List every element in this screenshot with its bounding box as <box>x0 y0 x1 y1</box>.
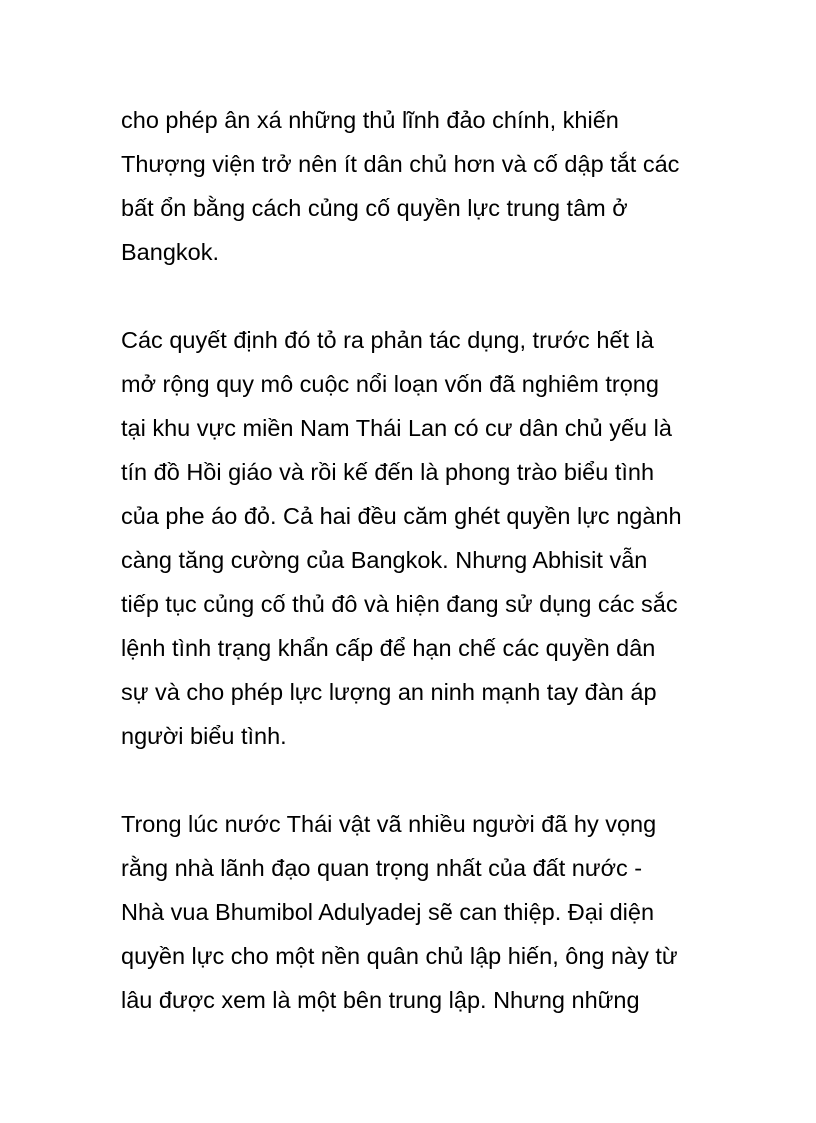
text-line: rằng nhà lãnh đạo quan trọng nhất của đất nước - <box>121 855 643 881</box>
text-line: mở rộng quy mô cuộc nổi loạn vốn đã nghiêm trọng <box>121 371 659 397</box>
body-text <box>121 98 741 1022</box>
text-line: Trong lúc nước Thái vật vã nhiều người đã hy vọng <box>121 811 657 837</box>
text-line: của phe áo đỏ. Cả hai đều căm ghét quyền lực ngành <box>121 503 682 529</box>
text-line: Các quyết định đó tỏ ra phản tác dụng, trước hết là <box>121 327 654 353</box>
paragraph-gap <box>121 758 741 802</box>
text-line: Bangkok. <box>121 239 219 265</box>
text-line: tín đồ Hồi giáo và rồi kế đến là phong trào biểu tình <box>121 459 655 485</box>
paragraph <box>121 98 741 274</box>
text-line: sự và cho phép lực lượng an ninh mạnh tay đàn áp <box>121 679 657 705</box>
paragraph-gap <box>121 274 741 318</box>
paragraph <box>121 802 741 1022</box>
text-line: lệnh tình trạng khẩn cấp để hạn chế các quyền dân <box>121 635 656 661</box>
text-line: cho phép ân xá những thủ lĩnh đảo chính, khiến <box>121 107 619 133</box>
text-line: quyền lực cho một nền quân chủ lập hiến, ông này từ <box>121 943 678 969</box>
text-line: bất ổn bằng cách củng cố quyền lực trung tâm ở <box>121 195 628 221</box>
paragraph <box>121 318 741 758</box>
text-line: Thượng viện trở nên ít dân chủ hơn và cố dập tắt các <box>121 151 680 177</box>
text-line: lâu được xem là một bên trung lập. Nhưng những <box>121 987 640 1013</box>
text-line: người biểu tình. <box>121 723 287 749</box>
text-line: tiếp tục củng cố thủ đô và hiện đang sử dụng các sắc <box>121 591 678 617</box>
text-line: càng tăng cường của Bangkok. Nhưng Abhisit vẫn <box>121 547 648 573</box>
text-line: Nhà vua Bhumibol Adulyadej sẽ can thiệp. Đại diện <box>121 899 655 925</box>
text-line: tại khu vực miền Nam Thái Lan có cư dân chủ yếu là <box>121 415 672 441</box>
